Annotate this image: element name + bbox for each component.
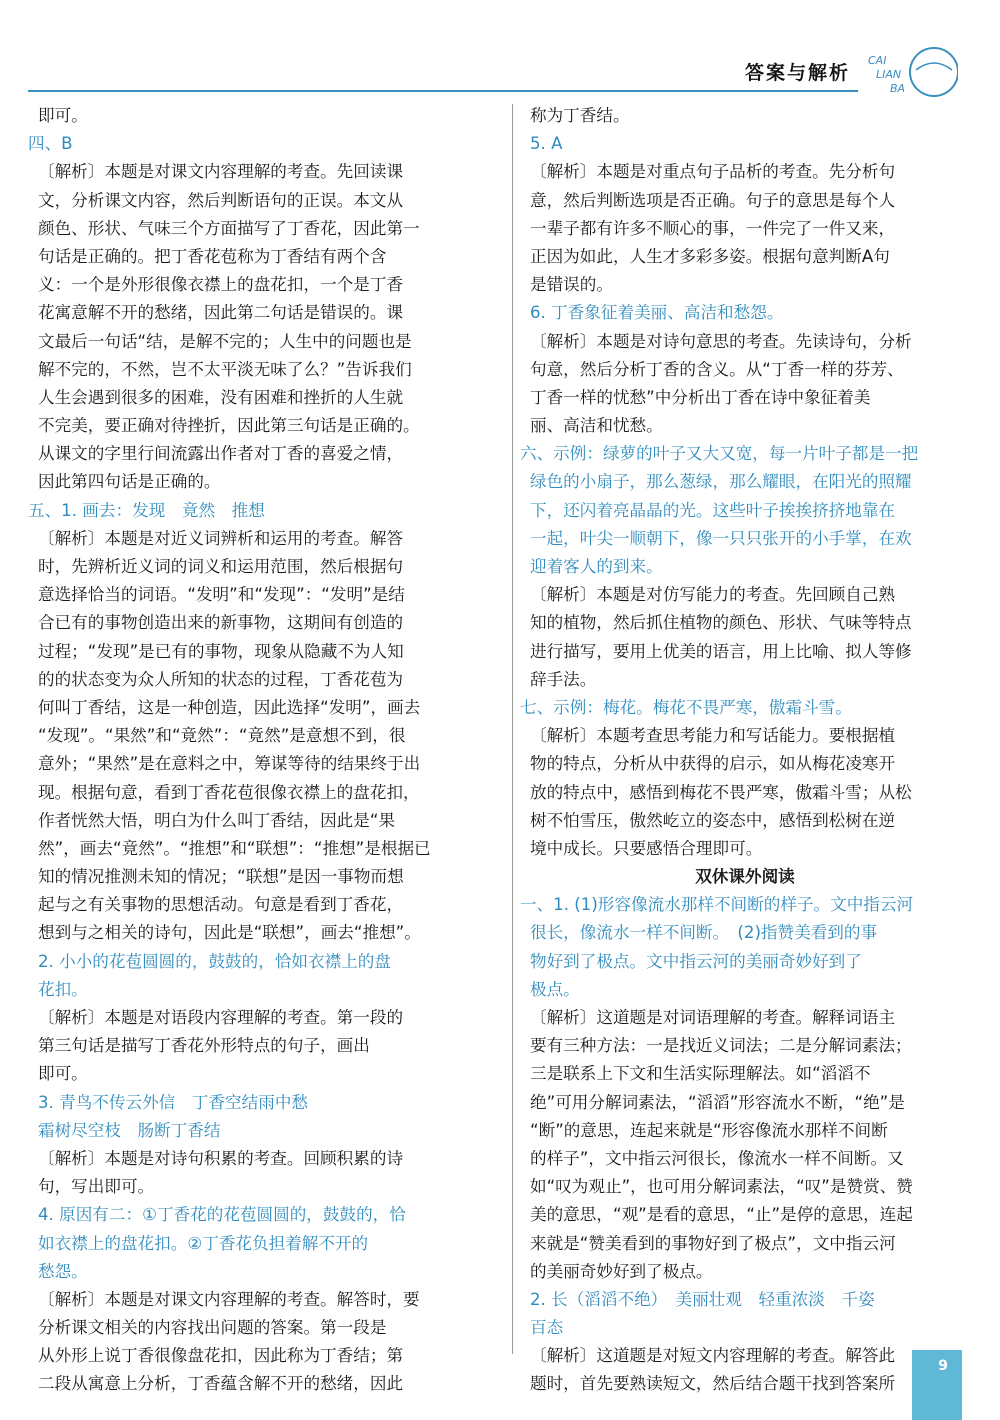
text-line: 然”，画去“竟然”。“推想”和“联想”：“推想”是根据已 (38, 838, 431, 858)
text-line: 要有三种方法：一是找近义词法；二是分解词素法； (530, 1036, 912, 1056)
text-line: 一辈子都有许多不顺心的事，一件完了一件又来， (530, 218, 896, 238)
text-line: 不完美，要正确对待挫折，因此第三句话是正确的。 (38, 416, 420, 436)
text-line: 放的特点中，感悟到梅花不畏严寒，傲霜斗雪；从松 (530, 782, 912, 802)
page-number: 9 (938, 1358, 948, 1374)
text-line: 〔解析〕本题考查思考能力和写话能力。要根据植 (530, 726, 896, 746)
text-line: 的的状态变为众人所知的状态的过程，丁香花苞为 (38, 669, 404, 689)
column-divider (512, 104, 513, 1354)
text-line: 义：一个是外形很像衣襟上的盘花扣，一个是丁香 (38, 275, 404, 295)
text-line: 花寓意解不开的愁绪，因此第二句话是错误的。课 (38, 303, 404, 323)
text-line: 辞手法。 (530, 669, 597, 689)
text-line: 时，先辨析近义词的词义和运用范围，然后根据句 (38, 557, 404, 576)
text-line: 〔解析〕本题是对语段内容理解的考查。第一段的 (38, 1008, 404, 1027)
text-line: 文，分析课文内容，然后判断语句的正误。本文从 (38, 190, 404, 210)
text-line: 美的意思，“观”是看的意思，“止”是停的意思，连起 (530, 1205, 913, 1225)
text-line: 愁怨。 (38, 1261, 88, 1281)
text-line: 2. 长（滔滔不绝） 美丽壮观 轻重浓淡 千姿 (530, 1289, 875, 1309)
text-line: 4. 原因有二：①丁香花的花苞圆圆的，鼓鼓的，恰 (38, 1205, 406, 1225)
text-line: 〔解析〕本题是对仿写能力的考查。先回顾自己熟 (530, 585, 896, 605)
text-line: 句话是正确的。把丁香花苞称为丁香结有两个含 (38, 246, 387, 266)
text-line: 霜树尽空枝 肠断丁香结 (38, 1120, 221, 1140)
text-line: 下，还闪着亮晶晶的光。这些叶子挨挨挤挤地靠在 (530, 500, 896, 520)
text-line: 丁香一样的忧愁”中分析出丁香在诗中象征着美 (530, 387, 871, 407)
text-line: 花扣。 (38, 979, 88, 999)
text-line: 即可。 (38, 1064, 88, 1084)
text-line: 6. 丁香象征着美丽、高洁和愁怨。 (530, 303, 784, 323)
text-line: 四、B (28, 134, 73, 154)
text-line: 人生会遇到很多的困难，没有困难和挫折的人生就 (38, 387, 404, 407)
text-line: 句意，然后分析丁香的含义。从“丁香一样的芬芳、 (530, 359, 904, 379)
text-line: 境中成长。只要感悟合理即可。 (530, 838, 763, 858)
text-line: 极点。 (530, 979, 580, 999)
right-column (520, 102, 960, 1399)
text-line: 的美丽奇妙好到了极点。 (530, 1261, 713, 1281)
text-line: 〔解析〕本题是对近义词辨析和运用的考查。解答 (38, 528, 404, 548)
header-rule (28, 90, 858, 92)
text-line: 3. 青鸟不传云外信 丁香空结雨中愁 (38, 1092, 309, 1112)
text-line: 一、1. (1)形容像流水那样不间断的样子。文中指云河 (520, 895, 914, 915)
text-line: 〔解析〕这道题是对短文内容理解的考查。解答此 (530, 1346, 896, 1366)
text-line: 句，写出即可。 (38, 1177, 155, 1197)
text-line: 双休课外阅读 (695, 867, 795, 887)
left-column (28, 102, 498, 1399)
logo-text-2: LIAN (876, 68, 902, 81)
text-line: 绿色的小扇子，那么葱绿，那么耀眼，在阳光的照耀 (530, 472, 912, 492)
text-line: 文最后一句话“结，是解不完的；人生中的问题也是 (38, 331, 412, 351)
text-line: 〔解析〕本题是对课文内容理解的考查。解答时，要 (38, 1289, 420, 1309)
text-line: 七、示例：梅花。梅花不畏严寒，傲霜斗雪。 (520, 697, 852, 717)
text-line: 正因为如此，人生才多彩多姿。根据句意判断A句 (530, 246, 890, 266)
text-line: 知的植物，然后抓住植物的颜色、形状、气味等特点 (530, 613, 912, 633)
text-line: 一起，叶尖一顺朝下，像一只只张开的小手掌，在欢 (530, 528, 912, 548)
logo-text-1: CAI (868, 54, 887, 67)
text-line: 迎着客人的到来。 (530, 557, 663, 576)
text-line: 很长，像流水一样不间断。 (2)指赞美看到的事 (530, 923, 878, 943)
text-line: 从外形上说丁香很像盘花扣，因此称为丁香结；第 (38, 1346, 404, 1366)
text-line: 现。根据句意，看到丁香花苞很像衣襟上的盘花扣， (38, 782, 420, 802)
text-line: 物好到了极点。文中指云河的美丽奇妙好到了 (530, 951, 862, 971)
text-line: 如衣襟上的盘花扣。②丁香花负担着解不开的 (38, 1233, 369, 1253)
text-line: 从课文的字里行间流露出作者对丁香的喜爱之情， (38, 444, 404, 464)
text-line: 树不怕雪压，傲然屹立的姿态中，感悟到松树在逆 (530, 810, 896, 830)
text-line: 六、示例：绿萝的叶子又大又宽，每一片叶子都是一把 (520, 444, 919, 464)
text-line: 作者恍然大悟，明白为什么叫丁香结，因此是“果 (38, 810, 396, 830)
page-header (745, 58, 850, 85)
page-corner-tab (912, 1350, 962, 1420)
text-line: 何叫丁香结，这是一种创造，因此选择“发明”，画去 (38, 697, 421, 717)
text-line: 称为丁香结。 (530, 106, 630, 125)
text-line: 〔解析〕本题是对诗句积累的考查。回顾积累的诗 (38, 1148, 404, 1168)
text-line: 2. 小小的花苞圆圆的，鼓鼓的，恰如衣襟上的盘 (38, 951, 391, 971)
text-line: “断”的意思，连起来就是“形容像流水那样不间断 (530, 1120, 888, 1140)
text-line: 意选择恰当的词语。“发明”和“发现”：“发明”是结 (38, 585, 405, 605)
text-line: 〔解析〕本题是对诗句意思的考查。先读诗句，分析 (530, 331, 912, 351)
text-line: 〔解析〕这道题是对词语理解的考查。解释词语主 (530, 1008, 896, 1027)
text-line: 的样子”，文中指云河很长，像流水一样不间断。又 (530, 1148, 904, 1168)
text-line: 知的情况推测未知的情况；“联想”是因一事物而想 (38, 867, 404, 887)
logo-text-3: BA (890, 82, 906, 95)
text-line: 进行描写，要用上优美的语言，用上比喻、拟人等修 (530, 641, 912, 661)
text-line: 二段从寓意上分析，丁香蕴含解不开的愁绪，因此 (38, 1374, 404, 1394)
text-line: 过程；“发现”是已有的事物，现象从隐藏不为人知 (38, 641, 404, 661)
text-line: 意外；“果然”是在意料之中，筹谋等待的结果终于出 (38, 754, 421, 774)
text-line: 起与之有关事物的思想活动。句意是看到丁香花， (38, 895, 404, 915)
text-line: 想到与之相关的诗句，因此是“联想”，画去“推想”。 (38, 923, 421, 943)
text-line: 〔解析〕本题是对课文内容理解的考查。先回读课 (38, 162, 404, 182)
text-line: 绝”可用分解词素法，“滔滔”形容流水不断，“绝”是 (530, 1092, 905, 1112)
text-line: 解不完的，不然，岂不太平淡无味了么？”告诉我们 (38, 359, 412, 379)
text-line: 百态 (530, 1318, 564, 1338)
text-line: 丽、高洁和忧愁。 (530, 416, 663, 436)
text-line: 第三句话是描写丁香花外形特点的句子，画出 (38, 1036, 370, 1056)
text-line: 分析课文相关的内容找出问题的答案。第一段是 (38, 1318, 387, 1338)
text-line: “发现”。“果然”和“竟然”：“竟然”是意想不到，很 (38, 726, 406, 746)
text-line: 〔解析〕本题是对重点句子品析的考查。先分析句 (530, 162, 896, 182)
text-line: 如“叹为观止”，也可用分解词素法，“叹”是赞赏、赞 (530, 1177, 913, 1197)
publisher-logo-icon (846, 40, 958, 110)
text-line: 意，然后判断选项是否正确。句子的意思是每个人 (530, 190, 896, 210)
text-line: 三是联系上下文和生活实际理解法。如“滔滔不 (530, 1064, 871, 1084)
text-line: 因此第四句话是正确的。 (38, 472, 221, 492)
header-title: 答案与解析 (744, 62, 850, 84)
text-line: 合已有的事物创造出来的新事物，这期间有创造的 (38, 613, 404, 633)
text-line: 5. A (530, 134, 563, 154)
text-line: 颜色、形状、气味三个方面描写了丁香花，因此第一 (38, 218, 420, 238)
text-line: 五、1. 画去：发现 竟然 推想 (28, 500, 265, 520)
text-line: 题时，首先要熟读短文，然后结合题干找到答案所 (530, 1374, 896, 1394)
text-line: 物的特点，分析从中获得的启示，如从梅花凌寒开 (530, 754, 896, 774)
text-line: 即可。 (38, 106, 88, 125)
text-line: 是错误的。 (530, 275, 613, 295)
text-line: 来就是“赞美看到的事物好到了极点”，文中指云河 (530, 1233, 896, 1253)
